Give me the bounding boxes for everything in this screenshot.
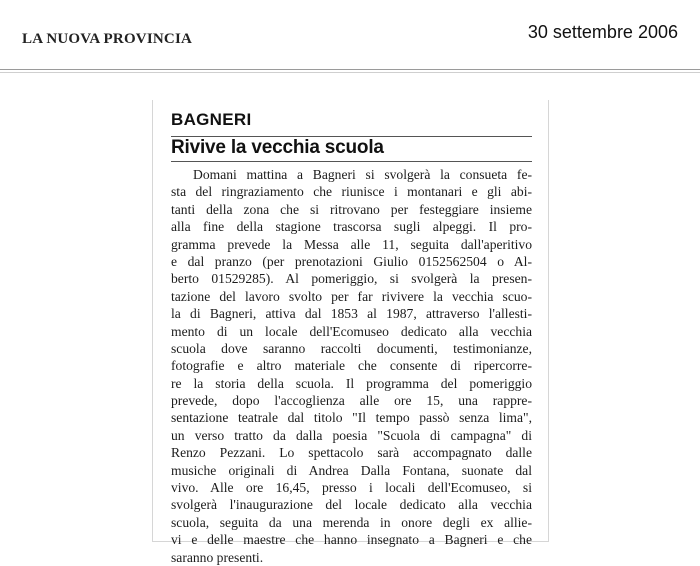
article-line: Renzo Pezzani. Lo spettacolo sarà accompagnato dalle	[171, 445, 532, 461]
header-divider-secondary	[0, 72, 700, 73]
article-line: sentazione teatrale dal titolo "Il tempo passò senza lima",	[171, 410, 532, 426]
article-line: scuola, seguita da una merenda in onore degli ex allie-	[171, 514, 532, 530]
article-line: scuola dove saranno raccolti documenti, testimonianze,	[171, 340, 532, 356]
article-line: saranno presenti.	[171, 549, 264, 565]
article-line: alla fine della stagione trascorsa sugli alpeggi. Il pro-	[171, 219, 532, 235]
article-line: sta del ringraziamento che riunisce i montanari e gli abi-	[171, 184, 532, 200]
article-line: tazione del lavoro svolto per far rivivere la vecchia scuo-	[171, 288, 532, 304]
article-line: berto 01529285). Al pomeriggio, si svolgerà la presen-	[171, 271, 532, 287]
article-line: tanti della zona che si ritrovano per festeggiare insieme	[171, 201, 532, 217]
publication-date: 30 settembre 2006	[527, 22, 678, 42]
article-line: fotografie e altro materiale che consente di ripercorre-	[171, 358, 532, 374]
article-line: mento di un locale dell'Ecomuseo dedicato alla vecchia	[171, 323, 532, 339]
article-kicker: BAGNERI	[171, 110, 252, 129]
article-line: Domani mattina a Bagneri si svolgerà la consueta fe-	[193, 167, 532, 182]
article-line: prevede, dopo l'accoglienza alle ore 15, una rappre-	[171, 393, 532, 409]
header-divider	[0, 69, 700, 70]
newspaper-masthead: LA NUOVA PROVINCIA	[22, 31, 193, 47]
article-line: un verso tratto da dalla poesia "Scuola di campagna" di	[171, 427, 532, 443]
article-line: la di Bagneri, attiva dal 1853 al 1987, attraverso l'allesti-	[171, 306, 532, 322]
article-headline: Rivive la vecchia scuola	[171, 137, 384, 158]
article-line: gramma prevede la Messa alle 11, seguita dall'aperitivo	[171, 236, 532, 252]
headline-divider	[171, 161, 532, 162]
article-line: vi e delle maestre che hanno insegnato a Bagneri e che	[171, 532, 532, 548]
article-line: vivo. Alle ore 16,45, presso i locali dell'Ecomuseo, si	[171, 480, 532, 496]
article-line: musiche originali di Andrea Dalla Fontana, suonate dal	[171, 462, 532, 478]
article-line: e dal pranzo (per prenotazioni Giulio 0152562504 o Al-	[171, 253, 532, 269]
article-line: svolgerà l'inaugurazione del locale dedicato alla vecchia	[171, 497, 532, 513]
article-line: re la storia della scuola. Il programma del pomeriggio	[171, 375, 532, 391]
article-body	[171, 166, 532, 566]
